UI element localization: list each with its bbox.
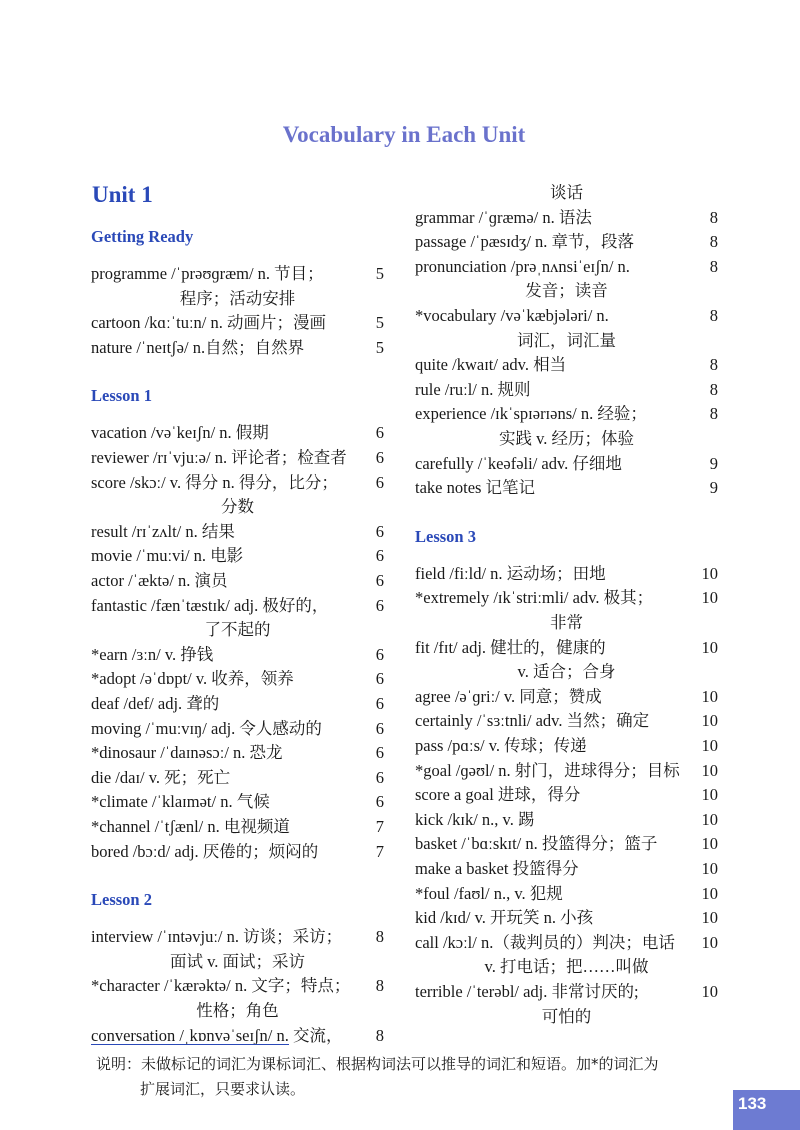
vocab-entry bbox=[91, 421, 384, 445]
vocab-entry-page: 10 bbox=[701, 563, 718, 583]
vocab-entry bbox=[91, 520, 384, 544]
vocab-entry bbox=[415, 255, 718, 279]
vocab-entry-page: 7 bbox=[375, 817, 384, 836]
vocab-entry-page: 6 bbox=[375, 718, 384, 738]
vocab-entry-continuation: 非常 bbox=[550, 613, 583, 632]
vocab-entry bbox=[415, 783, 718, 807]
vocab-entry-text: result /rɪˈzʌlt/ n. 结果 bbox=[91, 521, 235, 541]
vocab-entry bbox=[415, 353, 718, 377]
vocab-entry bbox=[415, 931, 718, 955]
vocab-entry bbox=[415, 476, 718, 500]
vocab-entry-continuation: v. 适合；合身 bbox=[517, 662, 616, 682]
footnote-line-1: 说明：未做标记的词汇为课标词汇、根据构词法可以推导的词汇和短语。加*的词汇为 bbox=[96, 1055, 659, 1073]
vocab-entry-text: carefully /ˈkeəfəli/ adv. 仔细地 bbox=[415, 453, 622, 473]
vocab-entry-page: 6 bbox=[375, 472, 384, 492]
vocab-entry bbox=[415, 562, 718, 586]
vocab-entry-page: 6 bbox=[375, 521, 384, 541]
vocab-entry-page: 8 bbox=[709, 256, 718, 276]
vocab-entry-text: conversation /ˌkɒnvəˈseɪʃn/ n. 交流， bbox=[91, 1025, 343, 1045]
vocab-entry bbox=[415, 206, 718, 230]
vocab-entry bbox=[91, 446, 384, 470]
vocab-entry-text: moving /ˈmuːvɪŋ/ adj. 令人感动的 bbox=[91, 718, 322, 738]
vocab-entry bbox=[91, 840, 384, 864]
vocab-entry-continuation: 谈话 bbox=[550, 183, 583, 202]
vocab-entry-text: actor /ˈæktə/ n. 演员 bbox=[91, 571, 228, 590]
vocab-entry bbox=[415, 685, 718, 709]
vocab-entry bbox=[91, 594, 384, 618]
vocab-entry-text: pass /pɑːs/ v. 传球；传递 bbox=[415, 736, 587, 755]
vocab-entry-text: pronunciation /prəˌnʌnsiˈeɪʃn/ n. bbox=[415, 256, 630, 276]
footnote-line-2: 扩展词汇，只要求认读。 bbox=[140, 1080, 306, 1098]
vocab-entry bbox=[415, 402, 718, 426]
vocab-entry-page: 6 bbox=[375, 546, 384, 566]
vocab-entry-page: 8 bbox=[375, 927, 384, 947]
vocab-entry-page: 5 bbox=[375, 264, 384, 283]
vocab-entry bbox=[415, 906, 718, 930]
vocab-entry-text: *channel /ˈtʃænl/ n. 电视频道 bbox=[91, 817, 290, 836]
section-heading: Lesson 1 bbox=[91, 386, 152, 406]
vocab-entry bbox=[91, 790, 384, 814]
vocab-entry-page: 8 bbox=[709, 355, 718, 375]
vocab-entry-page: 10 bbox=[701, 785, 718, 805]
vocab-entry bbox=[415, 734, 718, 758]
vocab-entry-text: *foul /faʊl/ n., v. 犯规 bbox=[415, 883, 563, 903]
vocab-entry bbox=[91, 974, 384, 998]
vocab-entry-text: die /daɪ/ v. 死；死亡 bbox=[91, 767, 231, 787]
vocab-entry bbox=[91, 569, 384, 593]
vocab-entry bbox=[91, 311, 384, 335]
vocab-entry-page: 10 bbox=[701, 883, 718, 903]
footnote-divider bbox=[91, 1044, 289, 1045]
vocab-entry-page: 10 bbox=[701, 686, 718, 706]
vocab-entry-page: 10 bbox=[701, 809, 718, 829]
vocab-entry bbox=[415, 857, 718, 881]
vocab-entry bbox=[91, 717, 384, 741]
vocab-entry-page: 8 bbox=[709, 207, 718, 227]
page-title: Vocabulary in Each Unit bbox=[282, 122, 526, 147]
vocab-entry bbox=[91, 667, 384, 691]
vocab-entry bbox=[91, 544, 384, 568]
vocab-entry-text: *character /ˈkærəktə/ n. 文字；特点； bbox=[91, 976, 351, 996]
vocab-entry bbox=[415, 980, 718, 1004]
vocab-entry-continuation: 了不起的 bbox=[204, 620, 271, 640]
vocab-entry-text: deaf /def/ adj. 聋的 bbox=[91, 694, 220, 713]
vocab-entry-page: 10 bbox=[701, 736, 718, 755]
vocab-entry-text: agree /əˈɡriː/ v. 同意；赞成 bbox=[415, 686, 602, 706]
vocab-entry-continuation: 程序；活动安排 bbox=[179, 288, 296, 308]
vocab-entry-page: 10 bbox=[701, 588, 718, 608]
vocab-entry-text: score /skɔː/ v. 得分 n. 得分，比分； bbox=[91, 472, 338, 492]
vocab-entry-text: *vocabulary /vəˈkæbjələri/ n. bbox=[415, 306, 609, 325]
vocab-entry-page: 8 bbox=[709, 379, 718, 399]
vocab-entry-text: *extremely /ɪkˈstriːmli/ adv. 极其； bbox=[415, 588, 654, 608]
vocab-entry-text: nature /ˈneɪtʃə/ n.自然；自然界 bbox=[91, 337, 305, 357]
vocab-entry-text: bored /bɔːd/ adj. 厌倦的；烦闷的 bbox=[91, 841, 319, 861]
vocab-entry bbox=[91, 262, 384, 286]
vocab-entry-text: make a basket 投篮得分 bbox=[415, 859, 579, 878]
vocab-entry bbox=[415, 304, 718, 328]
vocab-entry-page: 9 bbox=[709, 453, 718, 473]
vocab-entry bbox=[91, 741, 384, 765]
vocab-entry bbox=[91, 643, 384, 667]
vocab-entry-text: quite /kwaɪt/ adv. 相当 bbox=[415, 355, 567, 375]
vocab-entry-text: passage /ˈpæsɪdʒ/ n. 章节，段落 bbox=[415, 232, 635, 252]
vocab-entry-page: 6 bbox=[375, 423, 384, 443]
vocab-entry bbox=[91, 925, 384, 949]
vocab-entry-continuation: 词汇，词汇量 bbox=[517, 330, 616, 350]
vocab-entry-text: kick /kɪk/ n., v. 踢 bbox=[415, 809, 535, 829]
vocab-entry bbox=[415, 230, 718, 254]
vocab-entry bbox=[415, 832, 718, 856]
vocab-entry-page: 6 bbox=[375, 669, 384, 689]
vocab-entry-page: 10 bbox=[701, 859, 718, 878]
vocab-entry-continuation: 可怕的 bbox=[541, 1006, 592, 1026]
vocab-entry-text: fit /fɪt/ adj. 健壮的，健康的 bbox=[415, 637, 606, 657]
vocab-entry-text: reviewer /rɪˈvjuːə/ n. 评论者；检查者 bbox=[91, 448, 347, 467]
section-heading: Lesson 3 bbox=[415, 526, 476, 546]
unit-title: Unit 1 bbox=[92, 182, 153, 207]
vocab-entry-page: 6 bbox=[375, 792, 384, 812]
vocab-entry-text: *goal /ɡəʊl/ n. 射门，进球得分；目标 bbox=[415, 760, 680, 780]
vocab-entry-page: 10 bbox=[701, 637, 718, 657]
vocab-entry bbox=[91, 471, 384, 495]
vocab-entry-page: 8 bbox=[375, 976, 384, 996]
vocab-entry-text: kid /kɪd/ v. 开玩笑 n. 小孩 bbox=[415, 908, 594, 928]
vocab-entry-page: 10 bbox=[701, 932, 718, 952]
vocab-entry-text: movie /ˈmuːvi/ n. 电影 bbox=[91, 546, 244, 566]
vocab-entry-page: 6 bbox=[375, 571, 384, 590]
section-heading: Getting Ready bbox=[91, 227, 194, 246]
vocab-entry bbox=[415, 378, 718, 402]
vocab-entry bbox=[415, 586, 718, 610]
vocab-entry-page: 10 bbox=[701, 982, 718, 1001]
vocab-entry-text: *dinosaur /ˈdaɪnəsɔː/ n. 恐龙 bbox=[91, 743, 283, 763]
vocab-entry-page: 6 bbox=[375, 767, 384, 787]
vocab-entry-page: 6 bbox=[375, 743, 384, 763]
vocab-entry-text: terrible /ˈterəbl/ adj. 非常讨厌的; bbox=[415, 982, 639, 1001]
vocab-entry bbox=[91, 815, 384, 839]
vocab-entry-continuation: v. 打电话；把……叫做 bbox=[484, 957, 649, 977]
vocab-entry-page: 8 bbox=[709, 404, 718, 424]
page-number: 133 bbox=[733, 1090, 800, 1130]
vocab-entry-continuation: 实践 v. 经历；体验 bbox=[498, 429, 635, 448]
vocab-entry-text: cartoon /kɑːˈtuːn/ n. 动画片；漫画 bbox=[91, 313, 327, 333]
vocab-entry bbox=[91, 336, 384, 360]
vocab-entry bbox=[415, 709, 718, 733]
vocab-entry bbox=[415, 452, 718, 476]
vocab-entry-continuation: 分数 bbox=[221, 497, 254, 517]
vocab-entry-page: 5 bbox=[375, 313, 384, 333]
vocab-entry-page: 5 bbox=[375, 337, 384, 357]
vocab-entry-continuation: 发音；读音 bbox=[525, 281, 608, 301]
vocab-entry bbox=[415, 808, 718, 832]
vocab-entry-text: call /kɔːl/ n.（裁判员的）判决；电话 bbox=[415, 932, 675, 952]
section-heading: Lesson 2 bbox=[91, 890, 152, 910]
vocab-entry-text: *adopt /əˈdɒpt/ v. 收养，领养 bbox=[91, 669, 294, 689]
vocab-entry-text: rule /ruːl/ n. 规则 bbox=[415, 379, 531, 399]
vocab-entry-page: 8 bbox=[375, 1025, 384, 1045]
vocab-entry-page: 6 bbox=[375, 644, 384, 664]
vocab-entry-text: grammar /ˈɡræmə/ n. 语法 bbox=[415, 207, 592, 227]
vocab-entry-page: 8 bbox=[709, 232, 718, 252]
vocab-entry-text: *climate /ˈklaɪmət/ n. 气候 bbox=[91, 792, 270, 812]
vocab-entry-page: 9 bbox=[709, 478, 718, 498]
vocab-entry-text: score a goal 进球，得分 bbox=[415, 785, 581, 805]
vocab-entry-text: fantastic /fænˈtæstɪk/ adj. 极好的， bbox=[91, 595, 329, 615]
vocab-entry-text: field /fiːld/ n. 运动场；田地 bbox=[415, 563, 606, 583]
vocab-entry bbox=[91, 692, 384, 716]
vocab-entry bbox=[415, 636, 718, 660]
vocab-entry-text: basket /ˈbɑːskɪt/ n. 投篮得分；篮子 bbox=[415, 834, 658, 854]
vocab-entry-page: 10 bbox=[701, 711, 718, 731]
vocab-entry-page: 10 bbox=[701, 760, 718, 780]
vocab-entry-page: 6 bbox=[375, 448, 384, 467]
vocab-entry-text: experience /ɪkˈspɪərɪəns/ n. 经验； bbox=[415, 404, 647, 424]
vocab-entry-page: 6 bbox=[375, 694, 384, 713]
vocab-entry-page: 8 bbox=[709, 306, 718, 325]
vocab-entry-text: *earn /ɜːn/ v. 挣钱 bbox=[91, 644, 214, 664]
vocab-entry-continuation: 面试 v. 面试；采访 bbox=[169, 951, 306, 971]
vocab-entry-text: certainly /ˈsɜːtnli/ adv. 当然；确定 bbox=[415, 711, 650, 731]
vocab-entry bbox=[415, 882, 718, 906]
vocab-entry-page: 10 bbox=[701, 834, 718, 854]
vocab-entry-continuation: 性格；角色 bbox=[196, 1001, 279, 1020]
vocab-entry-text: take notes 记笔记 bbox=[415, 478, 536, 498]
vocab-entry-text: interview /ˈɪntəvjuː/ n. 访谈；采访； bbox=[91, 927, 343, 947]
vocab-entry bbox=[91, 766, 384, 790]
vocab-entry-page: 7 bbox=[375, 841, 384, 861]
vocab-entry-page: 6 bbox=[375, 595, 384, 615]
vocab-entry-text: programme /ˈprəʊɡræm/ n. 节目； bbox=[91, 264, 324, 283]
vocab-entry-page: 10 bbox=[701, 908, 718, 928]
vocab-entry bbox=[415, 759, 718, 783]
footnote bbox=[96, 1052, 746, 1102]
vocab-entry-text: vacation /vəˈkeɪʃn/ n. 假期 bbox=[91, 423, 269, 443]
